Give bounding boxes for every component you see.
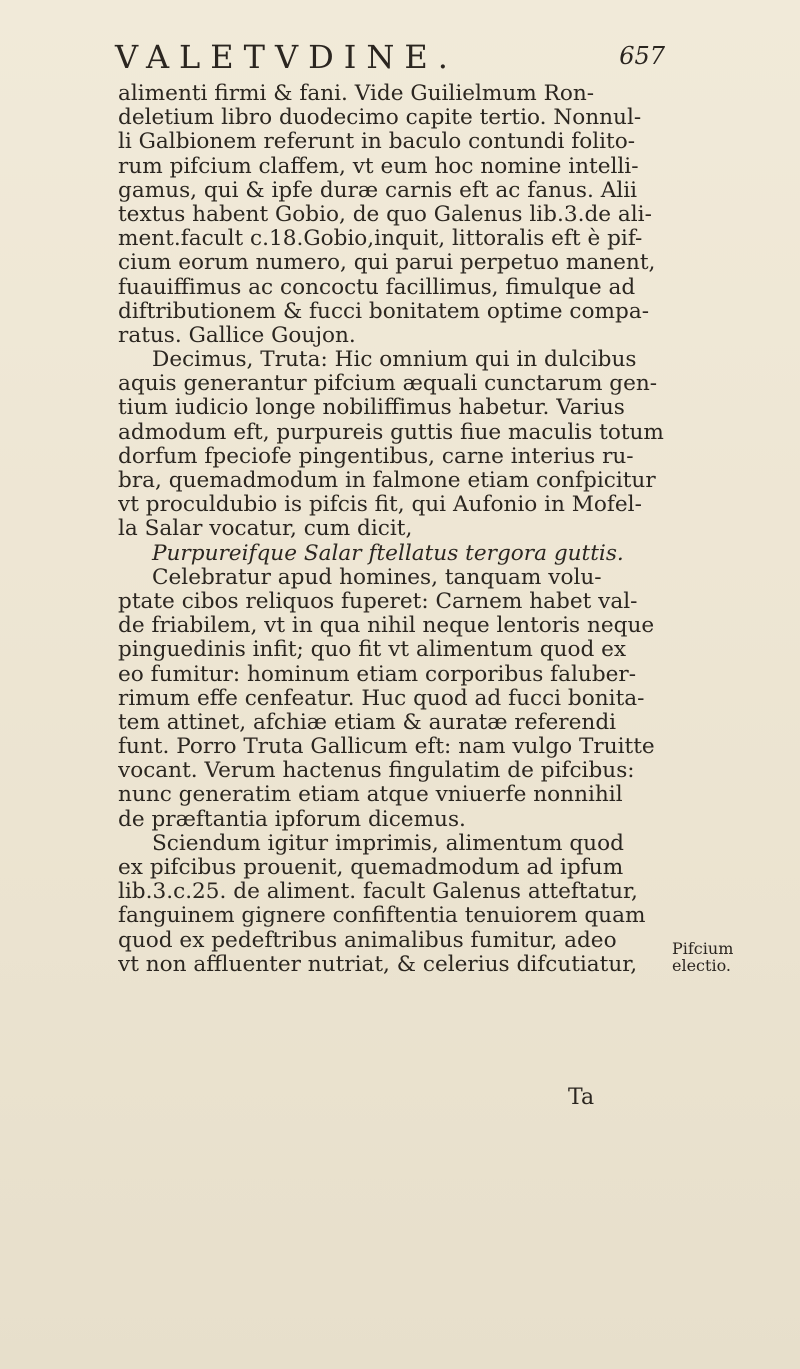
- running-head: VALETVDINE.: [115, 38, 458, 76]
- text-line: ment.facult c.18.Gobio,inquit, littoralis eft è pif-: [118, 227, 643, 252]
- text-line: rum pifcium claffem, vt eum hoc nomine intelli-: [118, 154, 639, 179]
- text-line: Decimus, Truta: Hic omnium qui in dulcibus: [152, 348, 637, 373]
- text-line: fuauiffimus ac concoctu facillimus, fimulque ad: [118, 275, 636, 300]
- text-line: de friabilem, vt in qua nihil neque lentoris neque: [118, 614, 655, 639]
- text-line: dorfum fpeciofe pingentibus, carne interius ru-: [118, 444, 634, 469]
- text-line: vocant. Verum hactenus fingulatim de pifcibus:: [118, 759, 635, 784]
- body-text: [118, 82, 670, 977]
- text-line: Sciendum igitur imprimis, alimentum quod: [152, 831, 624, 856]
- text-line: gamus, qui & ipfe duræ carnis eft ac fanus. Alii: [118, 178, 638, 203]
- text-line: aquis generantur pifcium æquali cunctarum gen-: [118, 372, 658, 397]
- text-line: de præftantia ipforum dicemus.: [118, 807, 466, 832]
- text-line: tium iudicio longe nobiliffimus habetur. Varius: [118, 396, 625, 421]
- margin-note: [672, 940, 733, 974]
- page-header: [105, 38, 665, 78]
- page-number: 657: [619, 42, 665, 70]
- text-line: pinguedinis infit; quo fit vt alimentum quod ex: [118, 638, 627, 663]
- text-line: fanguinem gignere confiftentia tenuiorem quam: [118, 904, 646, 929]
- text-line: nunc generatim etiam atque vniuerfe nonnihil: [118, 783, 623, 808]
- text-line: bra, quemadmodum in falmone etiam confpicitur: [118, 469, 656, 493]
- verse-line: Purpureifque Salar ftellatus tergora guttis.: [152, 541, 624, 566]
- text-line: ratus. Gallice Goujon.: [118, 323, 356, 348]
- text-line: li Galbionem referunt in baculo contundi folito-: [118, 130, 636, 155]
- text-line: lib.3.c.25. de aliment. facult Galenus atteftatur,: [118, 880, 638, 905]
- text-line: funt. Porro Truta Gallicum eft: nam vulgo Truitte: [118, 735, 655, 760]
- text-line: deletium libro duodecimo capite tertio. Nonnul-: [118, 106, 642, 131]
- text-line: cium eorum numero, qui parui perpetuo manent,: [118, 251, 656, 276]
- text-line: vt proculdubio is pifcis fit, qui Aufonio in Mofel-: [118, 493, 642, 518]
- text-line: tem attinet, afchiæ etiam & auratæ referendi: [118, 710, 617, 735]
- text-line: rimum effe cenfeatur. Huc quod ad fucci bonita-: [118, 686, 645, 711]
- margin-note-line: Pifcium: [672, 939, 734, 958]
- text-line: ptate cibos reliquos fuperet: Carnem habet val-: [118, 589, 638, 614]
- text-line: vt non affluenter nutriat, & celerius difcutiatur,: [118, 952, 638, 977]
- margin-note-line: electio.: [672, 956, 731, 975]
- text-line: textus habent Gobio, de quo Galenus lib.3.de ali-: [118, 202, 652, 227]
- text-line: eo fumitur: hominum etiam corporibus faluber-: [118, 662, 637, 687]
- text-line: ex pifcibus prouenit, quemadmodum ad ipfum: [118, 856, 624, 880]
- text-line: Celebratur apud homines, tanquam volu-: [152, 565, 602, 590]
- text-line: alimenti firmi & fani. Vide Guilielmum Ron-: [118, 82, 595, 106]
- catchword: Ta: [568, 1085, 595, 1110]
- text-line: admodum eft, purpureis guttis fiue maculis totum: [118, 420, 664, 445]
- text-line: quod ex pedeftribus animalibus fumitur, adeo: [118, 928, 617, 953]
- text-line: la Salar vocatur, cum dicit,: [118, 517, 413, 542]
- text-line: diftributionem & fucci bonitatem optime compa-: [118, 299, 649, 324]
